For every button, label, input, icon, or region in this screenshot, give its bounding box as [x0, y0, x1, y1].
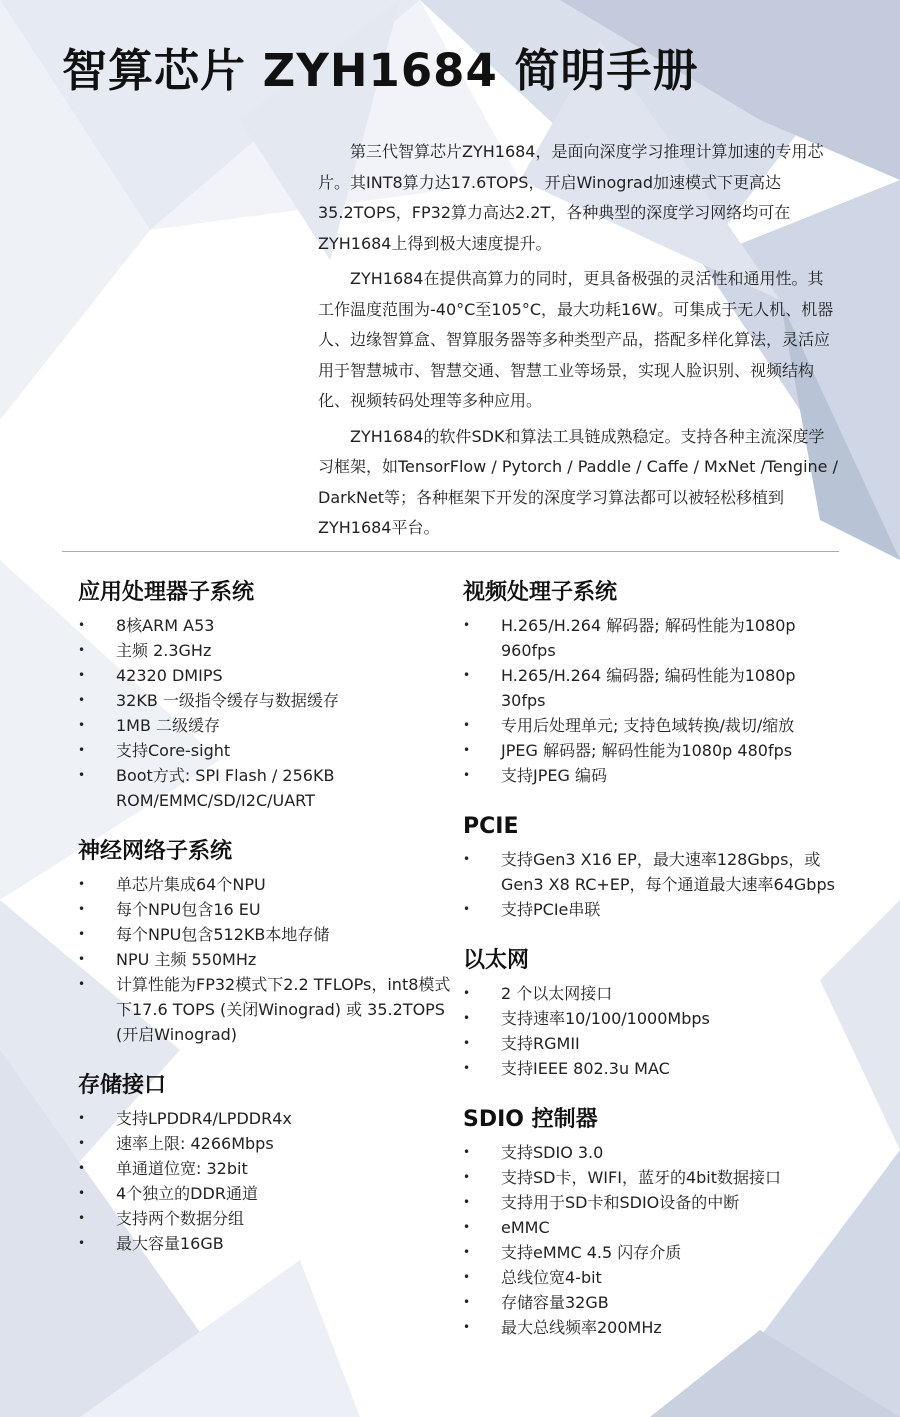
list-item: • 主频 2.3GHz [78, 638, 458, 663]
list-item: • 存储容量32GB [463, 1290, 843, 1315]
page-title: 智算芯片 ZYH1684 简明手册 [62, 44, 699, 97]
spec-list [463, 847, 843, 922]
section-application-processor [78, 576, 458, 813]
spec-list [463, 613, 843, 788]
list-item: • 计算性能为FP32模式下2.2 TFLOPs，int8模式下17.6 TOPS (关闭Winograd) 或 35.2TOPS (开启Winograd) [78, 972, 458, 1047]
list-item: • 支持SD卡，WIFI，蓝牙的4bit数据接口 [463, 1165, 843, 1190]
section-video-processing [463, 576, 843, 788]
list-item: • 支持Gen3 X16 EP，最大速率128Gbps，或Gen3 X8 RC+EP，每个通道最大速率64Gbps [463, 847, 843, 897]
list-item: • 支持Core-sight [78, 738, 458, 763]
list-item: • 速率上限: 4266Mbps [78, 1131, 458, 1156]
section-heading: 存储接口 [78, 1073, 167, 1098]
spec-list [463, 981, 843, 1081]
section-pcie [463, 810, 843, 922]
intro-paragraph: ZYH1684的软件SDK和算法工具链成熟稳定。支持各种主流深度学习框架，如TensorFlow / Pytorch / Paddle / Caffe / MxNet /Tengine / DarkNet等；各种框架下开发的深度学习算法都可以被轻松移植到ZYH1684平台。 [318, 426, 838, 537]
section-neural-network [78, 835, 458, 1047]
intro-paragraph: 第三代智算芯片ZYH1684，是面向深度学习推理计算加速的专用芯片。其INT8算力达17.6TOPS，开启Winograd加速模式下更高达35.2TOPS，FP32算力高达2.2T，各种典型的深度学习网络均可在ZYH1684上得到极大速度提升。 [318, 142, 824, 253]
section-heading: 神经网络子系统 [78, 839, 233, 864]
list-item: • 每个NPU包含512KB本地存储 [78, 922, 458, 947]
list-item: • 专用后处理单元; 支持色域转换/裁切/缩放 [463, 713, 843, 738]
list-item: • 4个独立的DDR通道 [78, 1181, 458, 1206]
list-item: • 总线位宽4-bit [463, 1265, 843, 1290]
list-item: • 最大总线频率200MHz [463, 1315, 843, 1340]
list-item: • 1MB 二级缓存 [78, 713, 458, 738]
list-item: • H.265/H.264 解码器; 解码性能为1080p 960fps [463, 613, 843, 663]
spec-list [78, 872, 458, 1047]
list-item: • 支持速率10/100/1000Mbps [463, 1006, 843, 1031]
section-divider [62, 551, 839, 552]
list-item: • JPEG 解码器; 解码性能为1080p 480fps [463, 738, 843, 763]
list-item: • 支持eMMC 4.5 闪存介质 [463, 1240, 843, 1265]
section-sdio-controller [463, 1103, 843, 1340]
list-item: • 支持LPDDR4/LPDDR4x [78, 1106, 458, 1131]
list-item: • 支持IEEE 802.3u MAC [463, 1056, 843, 1081]
list-item: • 支持RGMII [463, 1031, 843, 1056]
list-item: • 支持JPEG 编码 [463, 763, 843, 788]
list-item: • 每个NPU包含16 EU [78, 897, 458, 922]
section-heading: 视频处理子系统 [463, 580, 618, 605]
list-item: • 支持两个数据分组 [78, 1206, 458, 1231]
list-item: • 32KB 一级指令缓存与数据缓存 [78, 688, 458, 713]
list-item: • 42320 DMIPS [78, 663, 458, 688]
list-item: • 支持用于SD卡和SDIO设备的中断 [463, 1190, 843, 1215]
list-item: • Boot方式: SPI Flash / 256KB ROM/EMMC/SD/I2C/UART [78, 763, 458, 813]
spec-list [463, 1140, 843, 1340]
list-item: • 8核ARM A53 [78, 613, 458, 638]
list-item: • 单芯片集成64个NPU [78, 872, 458, 897]
intro-paragraph: ZYH1684在提供高算力的同时，更具备极强的灵活性和通用性。其工作温度范围为-40°C至105°C，最大功耗16W。可集成于无人机、机器人、边缘智算盒、智算服务器等多种类型产品，搭配多样化算法，灵活应用于智慧城市、智慧交通、智慧工业等场景，实现人脸识别、视频结构化、视频转码处理等多种应用。 [318, 269, 834, 410]
list-item: • 最大容量16GB [78, 1231, 458, 1256]
list-item: • 2 个以太网接口 [463, 981, 843, 1006]
list-item: • 单通道位宽: 32bit [78, 1156, 458, 1181]
spec-list [78, 613, 458, 813]
list-item: • eMMC [463, 1215, 843, 1240]
section-heading: SDIO 控制器 [463, 1107, 598, 1132]
section-ethernet [463, 944, 843, 1081]
section-heading: 应用处理器子系统 [78, 580, 255, 605]
list-item: • 支持SDIO 3.0 [463, 1140, 843, 1165]
section-heading: PCIE [463, 814, 519, 839]
list-item: • H.265/H.264 编码器; 编码性能为1080p 30fps [463, 663, 843, 713]
intro-text [318, 137, 838, 549]
list-item: • NPU 主频 550MHz [78, 947, 458, 972]
spec-list [78, 1106, 458, 1256]
right-column [463, 576, 843, 1362]
section-memory-interface [78, 1069, 458, 1256]
left-column [78, 576, 458, 1278]
section-heading: 以太网 [463, 948, 530, 973]
list-item: • 支持PCIe串联 [463, 897, 843, 922]
